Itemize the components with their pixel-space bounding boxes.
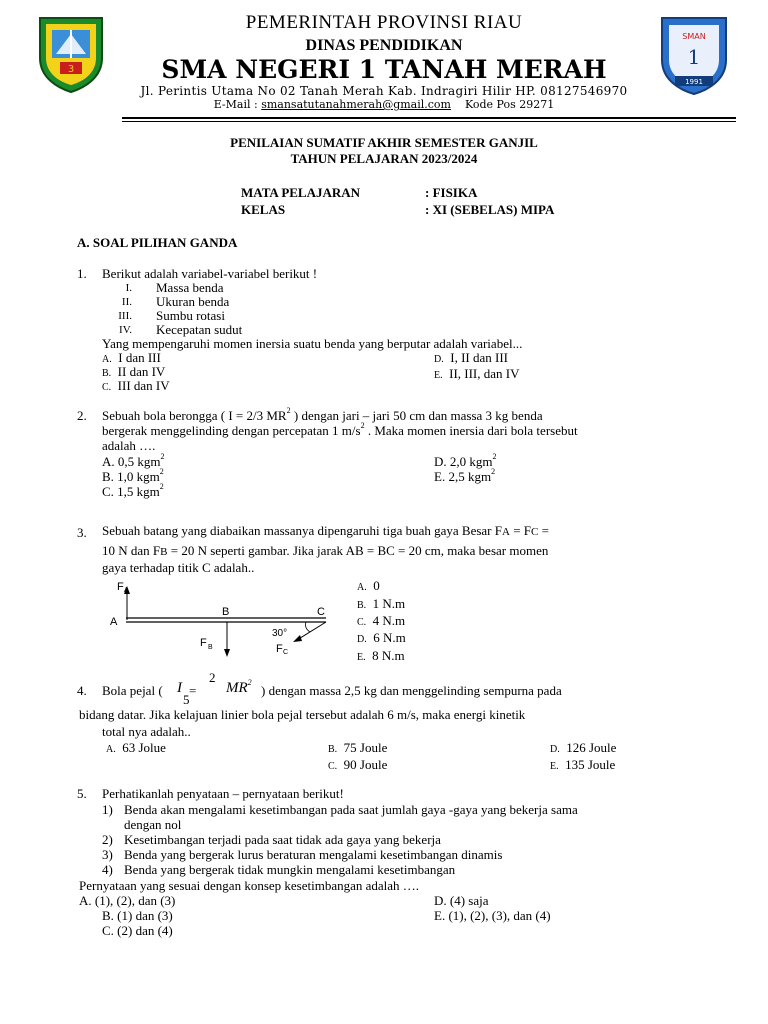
question-number: 2. xyxy=(77,408,87,423)
option-text: III dan IV xyxy=(117,378,170,393)
list-item-number: IV. xyxy=(119,324,132,336)
question-number: 4. xyxy=(77,683,87,698)
question-text: Berikut adalah variabel-variabel berikut ! xyxy=(102,266,318,281)
option-d[interactable]: D. 126 Joule xyxy=(550,740,617,755)
svg-text:3: 3 xyxy=(67,64,75,75)
option-a[interactable]: A. (1), (2), dan (3) xyxy=(79,893,176,908)
force-b-sub: B xyxy=(208,644,213,651)
angle-label: 30° xyxy=(272,628,288,639)
option-c[interactable]: C. III dan IV xyxy=(102,378,170,393)
list-item-number: II. xyxy=(121,296,132,308)
question-number: 5. xyxy=(77,786,87,801)
header-divider-thin xyxy=(122,121,736,122)
formula-equals: = xyxy=(189,683,197,698)
list-item-number: 2) xyxy=(102,832,113,847)
header-school-name: SMA NEGERI 1 TANAH MERAH xyxy=(161,55,607,84)
point-a-label: A xyxy=(110,616,118,628)
question-prompt: Yang mempengaruhi momen inersia suatu benda yang berputar adalah variabel... xyxy=(102,336,523,351)
point-b-label: B xyxy=(222,606,230,618)
option-c[interactable]: C. 4 N.m xyxy=(357,613,406,628)
header-divider-thick xyxy=(122,117,736,119)
header-department: DINAS PENDIDIKAN xyxy=(305,37,463,54)
lever-diagram xyxy=(100,578,340,660)
formula-numerator: 2 xyxy=(209,670,216,685)
list-item: Kecepatan sudut xyxy=(156,322,243,337)
header-email-line xyxy=(0,98,768,111)
subject-value: : FISIKA xyxy=(425,185,478,200)
option-d[interactable]: D. I, II dan III xyxy=(434,350,508,365)
question-number: 3. xyxy=(77,525,87,540)
list-item: Kesetimbangan terjadi pada saat tidak ada gaya yang bekerja xyxy=(124,832,441,847)
question-text-line: bidang datar. Jika kelajuan linier bola pejal tersebut adalah 6 m/s, maka energi kinetik xyxy=(79,707,526,722)
question-prompt: Pernyataan yang sesuai dengan konsep kesetimbangan adalah …. xyxy=(79,878,420,893)
question-text-line: adalah …. xyxy=(102,438,156,453)
point-c-label: C xyxy=(317,606,325,618)
list-item: Sumbu rotasi xyxy=(156,308,225,323)
option-d[interactable]: D. 2,0 kgm$^2$ xyxy=(434,452,497,469)
list-item-number: I. xyxy=(125,282,132,294)
option-b[interactable]: B. 75 Joule xyxy=(328,740,388,755)
class-label: KELAS xyxy=(241,202,286,217)
option-b[interactable]: B. 1,0 kgm$^2$ xyxy=(102,467,164,484)
option-e[interactable]: E. 2,5 kgm$^2$ xyxy=(434,467,496,484)
force-c-label: F xyxy=(276,643,283,655)
option-text: I dan III xyxy=(118,350,161,365)
question-text-line: ) dengan massa 2,5 kg dan menggelinding sempurna pada xyxy=(261,683,562,698)
option-c[interactable]: C. (2) dan (4) xyxy=(102,923,173,938)
angle-arc xyxy=(306,622,311,632)
header-address: Jl. Perintis Utama No 02 Tanah Merah Kab. Indragiri Hilir HP. 08127546970 xyxy=(140,84,628,98)
option-b[interactable]: B. (1) dan (3) xyxy=(102,908,173,923)
force-a-sub: A xyxy=(124,587,129,594)
force-c-sub: C xyxy=(283,649,289,656)
subject-label: MATA PELAJARAN xyxy=(241,185,361,200)
list-item: Benda yang bergerak tidak mungkin mengalami kesetimbangan xyxy=(124,862,456,877)
force-a-label: F xyxy=(117,581,124,593)
header-government: PEMERINTAH PROVINSI RIAU xyxy=(245,12,523,33)
option-e[interactable]: E. (1), (2), (3), dan (4) xyxy=(434,908,551,923)
list-item: Benda akan mengalami kesetimbangan pada saat jumlah gaya -gaya yang bekerja sama xyxy=(124,802,578,817)
force-c-arrow xyxy=(297,622,326,640)
question-text-line: gaya terhadap titik C adalah.. xyxy=(102,560,255,575)
option-d[interactable]: D. 6 N.m xyxy=(357,630,406,645)
question-text-line: Sebuah batang yang diabaikan massanya dipengaruhi tiga buah gaya Besar FA = FC = xyxy=(102,523,549,538)
option-text: II, III, dan IV xyxy=(449,366,520,381)
option-a[interactable]: A. 0,5 kgm$^2$ xyxy=(102,452,165,469)
force-c-arrowhead xyxy=(293,635,302,642)
exam-title: PENILAIAN SUMATIF AKHIR SEMESTER GANJIL xyxy=(230,135,538,150)
school-logo-year: 1991 xyxy=(685,78,703,86)
question-text-line: 10 N dan FB = 20 N seperti gambar. Jika jarak AB = BC = 20 cm, maka besar momen xyxy=(102,543,549,558)
list-item: Massa benda xyxy=(156,280,224,295)
formula-MR: $MR^2$ xyxy=(226,678,252,696)
list-item-number: III. xyxy=(118,310,132,322)
option-a[interactable]: A. 63 Jolue xyxy=(106,740,166,755)
exam-year: TAHUN PELAJARAN 2023/2024 xyxy=(290,151,478,166)
list-item: dengan nol xyxy=(124,817,182,832)
school-logo-number: 1 xyxy=(687,45,701,69)
option-c[interactable]: C. 90 Joule xyxy=(328,757,388,772)
email-label: E-Mail : xyxy=(213,98,262,111)
question-text-line: total nya adalah.. xyxy=(102,724,191,739)
option-text: I, II dan III xyxy=(450,350,508,365)
formula-I: I xyxy=(177,680,182,696)
option-e[interactable]: E. 8 N.m xyxy=(357,648,405,663)
section-heading: A. SOAL PILIHAN GANDA xyxy=(77,235,238,250)
question-text-line: bergerak menggelinding dengan percepatan 1 $m/s^2$ . Maka momen inersia dari bola tersebut xyxy=(102,421,578,438)
school-logo-text: SMAN xyxy=(682,32,706,41)
formula-prefix: Bola pejal ( xyxy=(102,683,163,698)
list-item: Ukuran benda xyxy=(156,294,230,309)
postcode: Kode Pos 29271 xyxy=(464,98,555,111)
option-b[interactable]: B. II dan IV xyxy=(102,364,166,379)
option-a[interactable]: A. 0 xyxy=(357,578,380,593)
email-link[interactable]: smansatutanahmerah@gmail.com xyxy=(261,98,451,111)
formula-denominator: 5 xyxy=(183,692,190,707)
option-c[interactable]: C. 1,5 kgm$^2$ xyxy=(102,482,164,499)
option-text: II dan IV xyxy=(117,364,166,379)
question-text-line: Sebuah bola berongga ( I = 2/3 $MR^2$ ) dengan jari – jari 50 cm dan massa 3 kg benda xyxy=(102,406,543,423)
list-item-number: 1) xyxy=(102,802,113,817)
force-b-arrowhead xyxy=(224,649,230,657)
question-number: 1. xyxy=(77,266,87,281)
question-text: Perhatikanlah penyataan – pernyataan berikut! xyxy=(102,786,344,801)
list-item-number: 3) xyxy=(102,847,113,862)
option-e[interactable]: E. 135 Joule xyxy=(550,757,616,772)
class-value: : XI (SEBELAS) MIPA xyxy=(425,202,555,217)
list-item-number: 4) xyxy=(102,862,113,877)
option-b[interactable]: B. 1 N.m xyxy=(357,596,406,611)
option-a[interactable]: A. I dan III xyxy=(102,350,161,365)
option-d[interactable]: D. (4) saja xyxy=(434,893,489,908)
force-b-label: F xyxy=(200,637,207,649)
list-item: Benda yang bergerak lurus beraturan mengalami kesetimbangan dinamis xyxy=(124,847,503,862)
option-e[interactable]: E. II, III, dan IV xyxy=(434,366,520,381)
